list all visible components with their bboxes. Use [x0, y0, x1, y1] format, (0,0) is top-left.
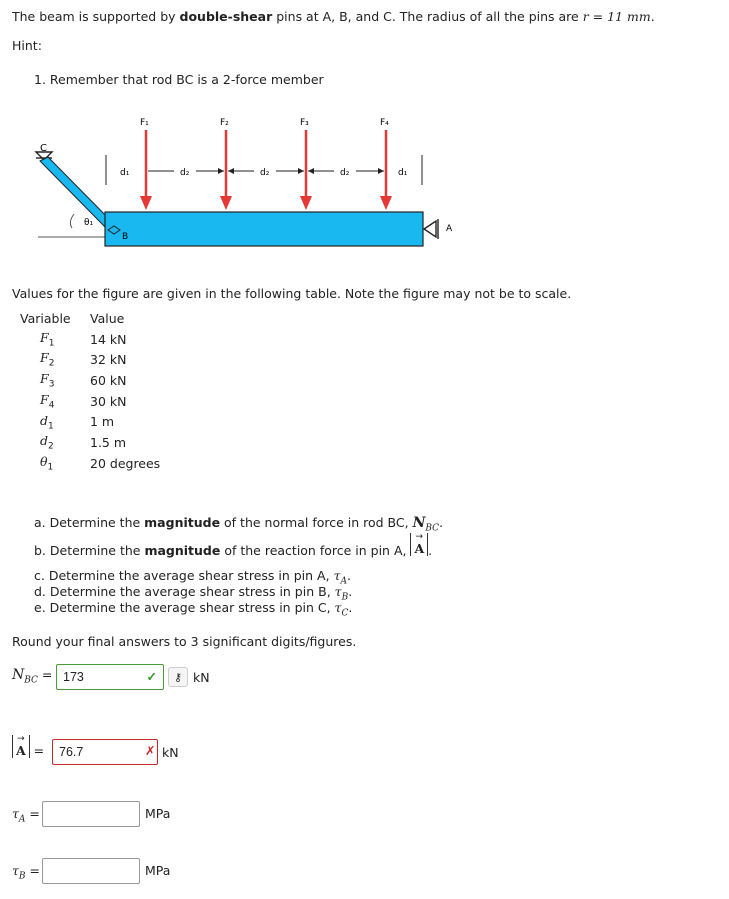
tau-b-unit: MPa: [145, 863, 171, 878]
a-mag-label: → A =: [12, 735, 44, 758]
dim-arrowhead: [298, 168, 304, 174]
dim-label-d2: d₂: [260, 168, 270, 178]
table-note: Values for the figure are given in the following table. Note the figure may not be to scale.: [12, 286, 572, 301]
round-note: Round your final answers to 3 significant digits/figures.: [12, 634, 357, 649]
tau-b-input[interactable]: [42, 858, 140, 884]
table-row: $d_1$ 1 m: [40, 412, 115, 432]
force-label-f4: F₄: [380, 118, 389, 128]
a-mag-unit: kN: [162, 745, 179, 760]
tau-a-unit: MPa: [145, 806, 171, 821]
nbc-unit: kN: [193, 670, 210, 685]
cross-icon: ✗: [145, 743, 156, 758]
hint-item: 1. Remember that rod BC is a 2-force member: [34, 72, 324, 87]
pin-b-label: B: [122, 232, 129, 242]
tau-a-label: $\tau_A$ =: [12, 806, 40, 825]
question-e: e. Determine the average shear stress in pin C, $\tau_C$.: [34, 600, 353, 619]
values-table: [20, 308, 160, 474]
question-b: b. Determine the magnitude of the reaction force in pin A, → A .: [34, 532, 433, 558]
a-mag-input[interactable]: 76.7: [52, 739, 158, 765]
nbc-input-wrapper: [56, 664, 164, 690]
check-icon: ✓: [146, 670, 157, 684]
force-arrow-f1: [140, 130, 152, 210]
table-row: $\theta_1$ 20 degrees: [40, 453, 161, 473]
problem-statement: The beam is supported by double-shear pins at A, B, and C. The radius of all the pins are r = 11 mm.: [12, 9, 655, 24]
force-label-f3: F₃: [300, 118, 309, 128]
table-row: $d_2$ 1.5 m: [40, 433, 127, 452]
force-label-f1: F₁: [140, 118, 149, 128]
angle-label: θ₁: [84, 218, 94, 228]
table-row: $F_3$ 60 kN: [40, 371, 127, 390]
dim-arrowhead: [228, 168, 234, 174]
vector-a-magnitude: → A: [410, 533, 428, 556]
dim-label-d1: d₁: [398, 168, 408, 178]
table-header-variable: Variable: [20, 310, 71, 326]
dim-arrowhead: [218, 168, 224, 174]
nbc-label: $N_{BC}$ =: [12, 667, 53, 686]
question-c: c. Determine the average shear stress in pin A, $\tau_A$.: [34, 568, 351, 587]
force-label-f2: F₂: [220, 118, 229, 128]
dim-arrowhead: [378, 168, 384, 174]
tau-b-label: $\tau_B$ =: [12, 863, 40, 882]
key-icon[interactable]: ⚷: [168, 667, 188, 687]
question-d: d. Determine the average shear stress in pin B, $\tau_B$.: [34, 584, 353, 603]
beam-figure: [0, 100, 729, 260]
dim-label-d2: d₂: [340, 168, 350, 178]
angle-arc: [70, 214, 74, 228]
pin-c-label: C: [40, 143, 47, 154]
pin-a-support: [424, 221, 436, 237]
table-row: $F_4$ 30 kN: [40, 391, 127, 411]
nbc-input[interactable]: 173 ✓: [56, 664, 164, 690]
beam: [105, 212, 423, 246]
question-a: a. Determine the magnitude of the normal force in rod BC, $N_{BC}$.: [34, 515, 444, 534]
dim-label-d1: d₁: [120, 168, 130, 178]
dim-arrowhead: [308, 168, 314, 174]
table-header-value: Value: [90, 310, 125, 326]
table-row: $F_1$ 14 kN: [40, 329, 127, 349]
table-row: $F_2$ 32 kN: [40, 350, 127, 369]
dim-label-d2: d₂: [180, 168, 190, 178]
pin-a-label: A: [446, 224, 453, 234]
hint-title: Hint:: [12, 38, 42, 53]
tau-a-input[interactable]: [42, 801, 140, 827]
